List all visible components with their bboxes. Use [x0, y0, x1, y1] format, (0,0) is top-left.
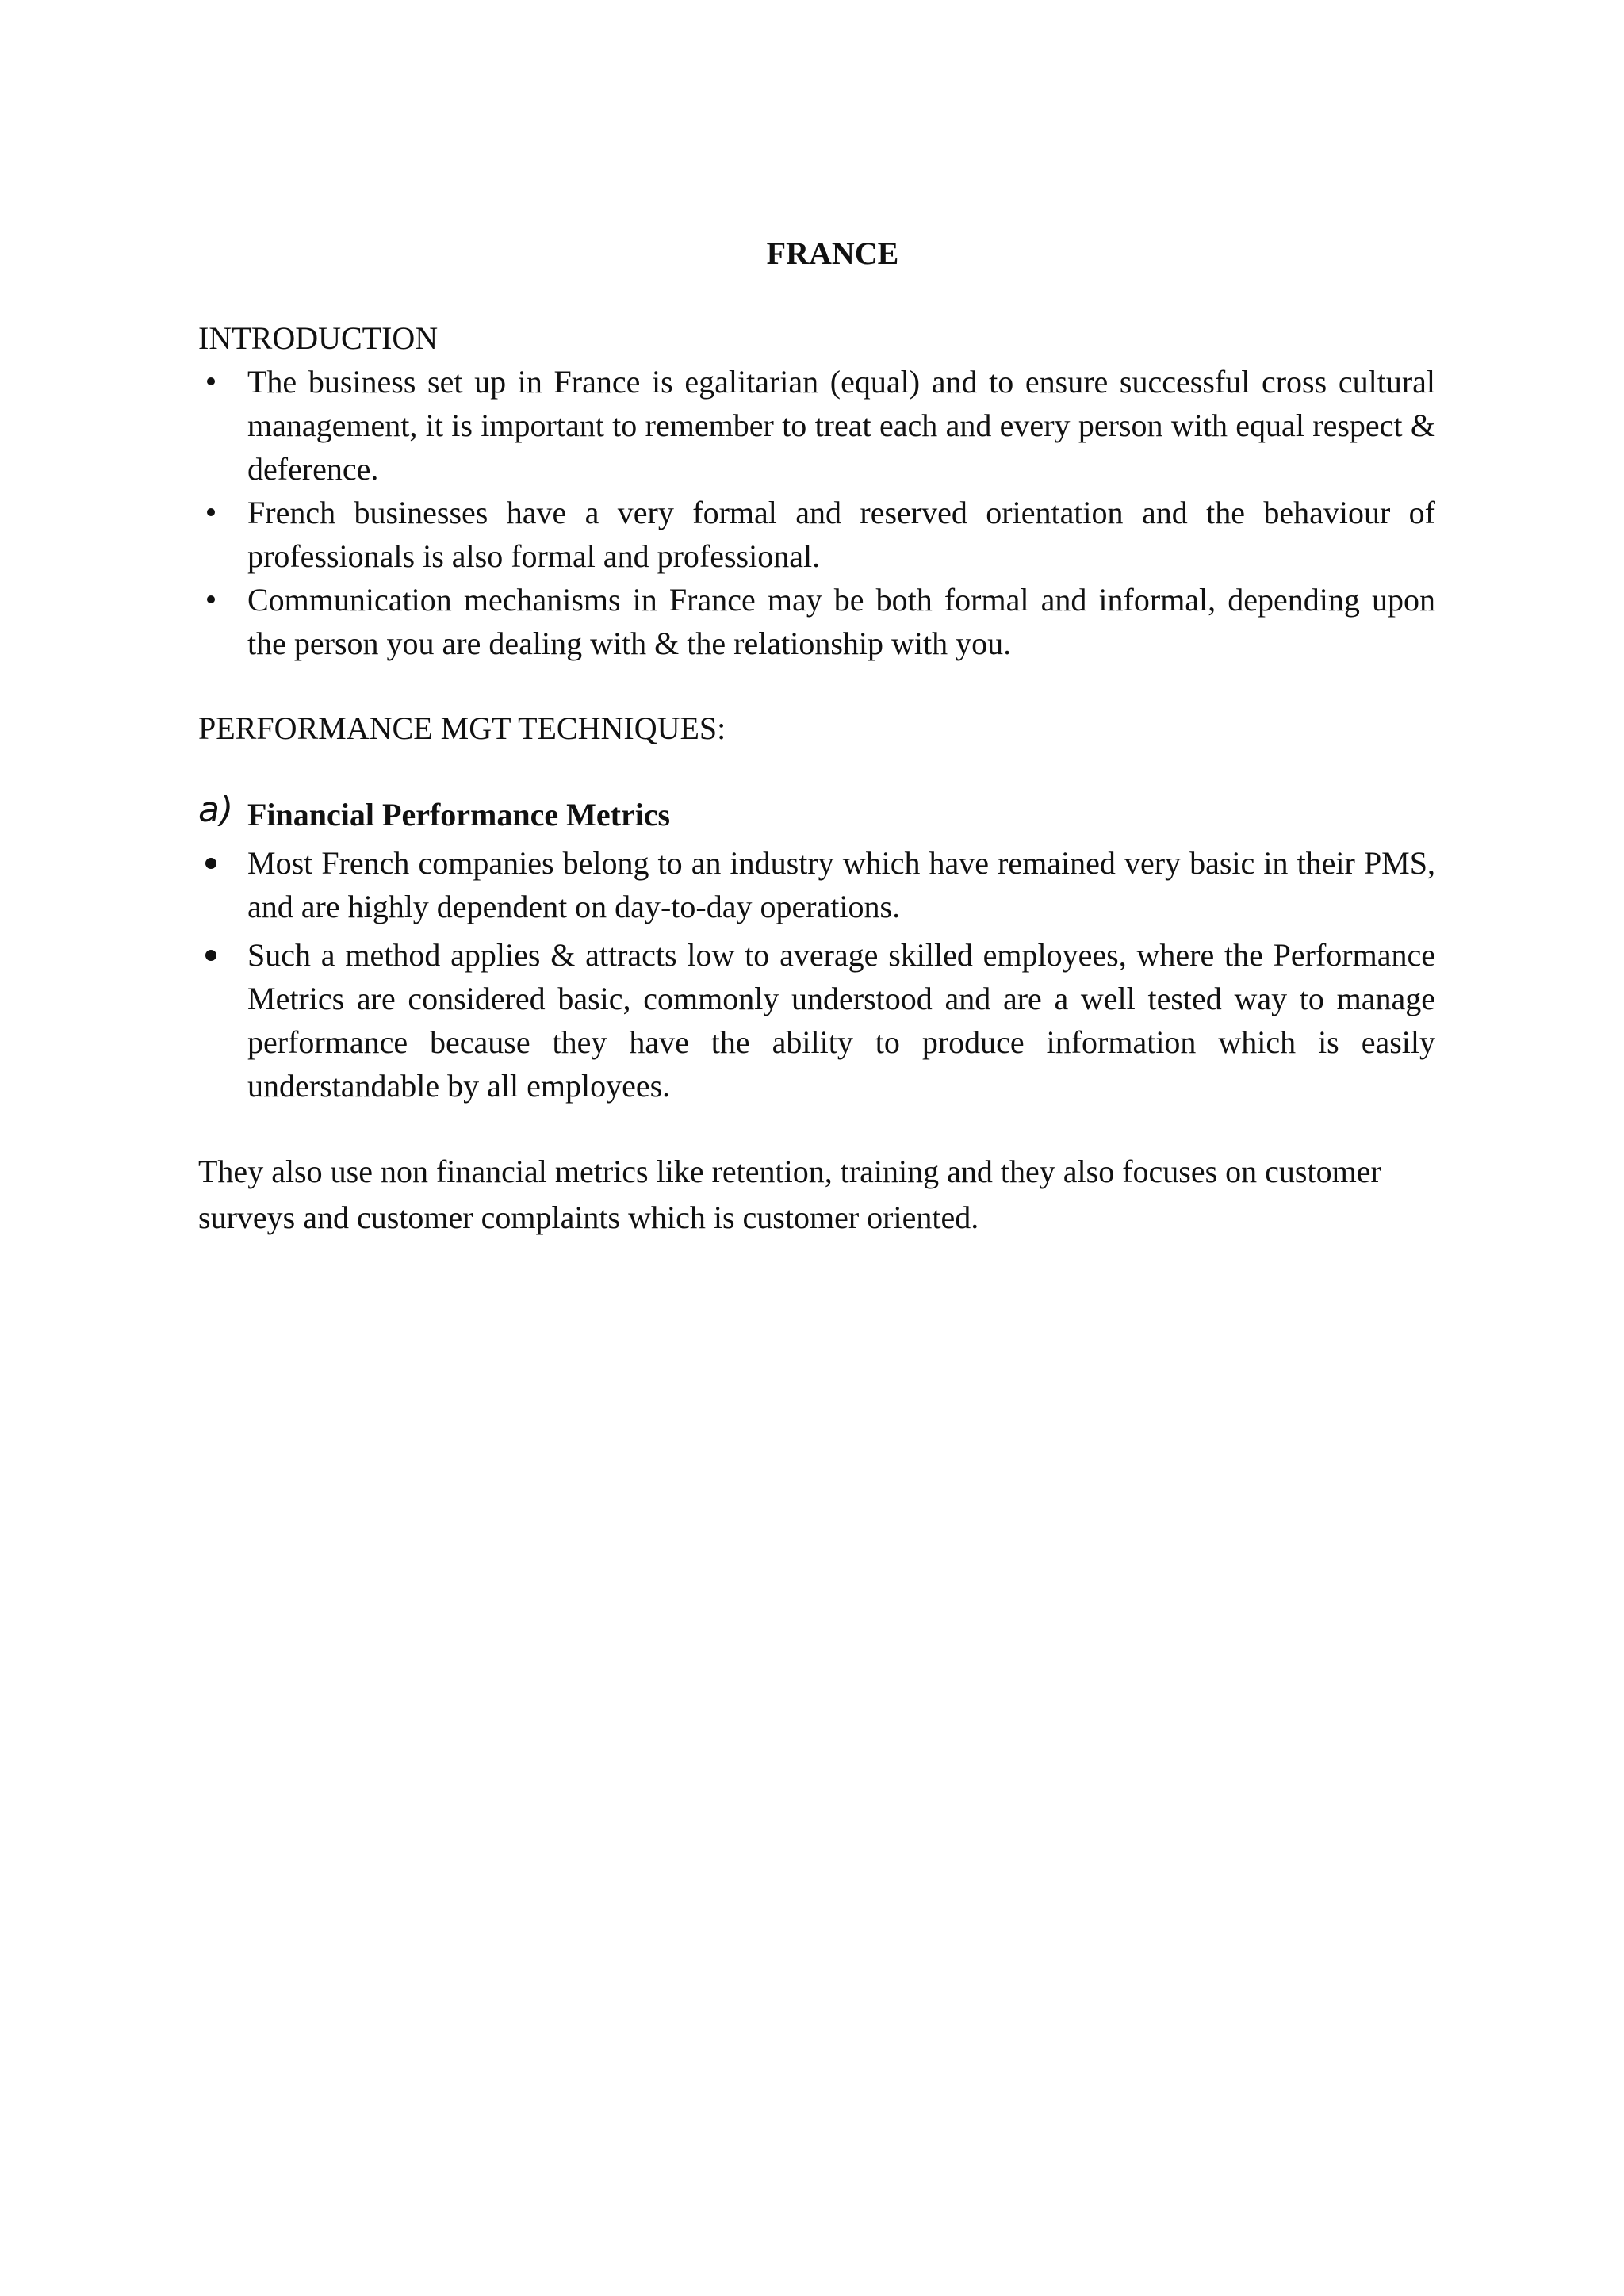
page-title: FRANCE	[766, 235, 899, 271]
spacer	[198, 665, 1435, 706]
spacer	[198, 1112, 1435, 1149]
list-item-text: The business set up in France is egalitarian (equal) and to ensure successful cross cultural management, it is important to remember to treat each and every person with equal respect & deference.	[247, 364, 1435, 487]
list-item	[198, 841, 1435, 928]
list-item	[198, 360, 1435, 491]
subsection-marker: a)	[198, 790, 234, 830]
subsection-heading	[198, 790, 1435, 836]
list-item	[198, 578, 1435, 665]
performance-heading: PERFORMANCE MGT TECHNIQUES:	[198, 710, 726, 746]
document-body	[198, 232, 1435, 1241]
spacer	[198, 750, 1435, 793]
introduction-heading: INTRODUCTION	[198, 320, 439, 356]
financial-metrics-list	[198, 841, 1435, 1108]
list-item-text: Communication mechanisms in France may be both formal and informal, depending upon the person you are dealing with & the relationship with you.	[247, 582, 1435, 661]
subsection-title: Financial Performance Metrics	[247, 797, 671, 832]
list-item-text: French businesses have a very formal and reserved orientation and the behaviour of professionals is also formal and professional.	[247, 495, 1435, 574]
list-item	[198, 933, 1435, 1108]
list-item-text: Such a method applies & attracts low to average skilled employees, where the Performance Metrics are considered basic, commonly understood and are a well tested way to manage performance because they have the ability to produce information which is easily understandable by all employees.	[247, 937, 1435, 1104]
list-item	[198, 491, 1435, 578]
closing-paragraph: They also use non financial metrics like retention, training and they also focuses on customer surveys and customer complaints which is customer oriented.	[198, 1154, 1381, 1235]
introduction-list	[198, 360, 1435, 665]
list-item-text: Most French companies belong to an industry which have remained very basic in their PMS, and are highly dependent on day-to-day operations.	[247, 845, 1435, 924]
